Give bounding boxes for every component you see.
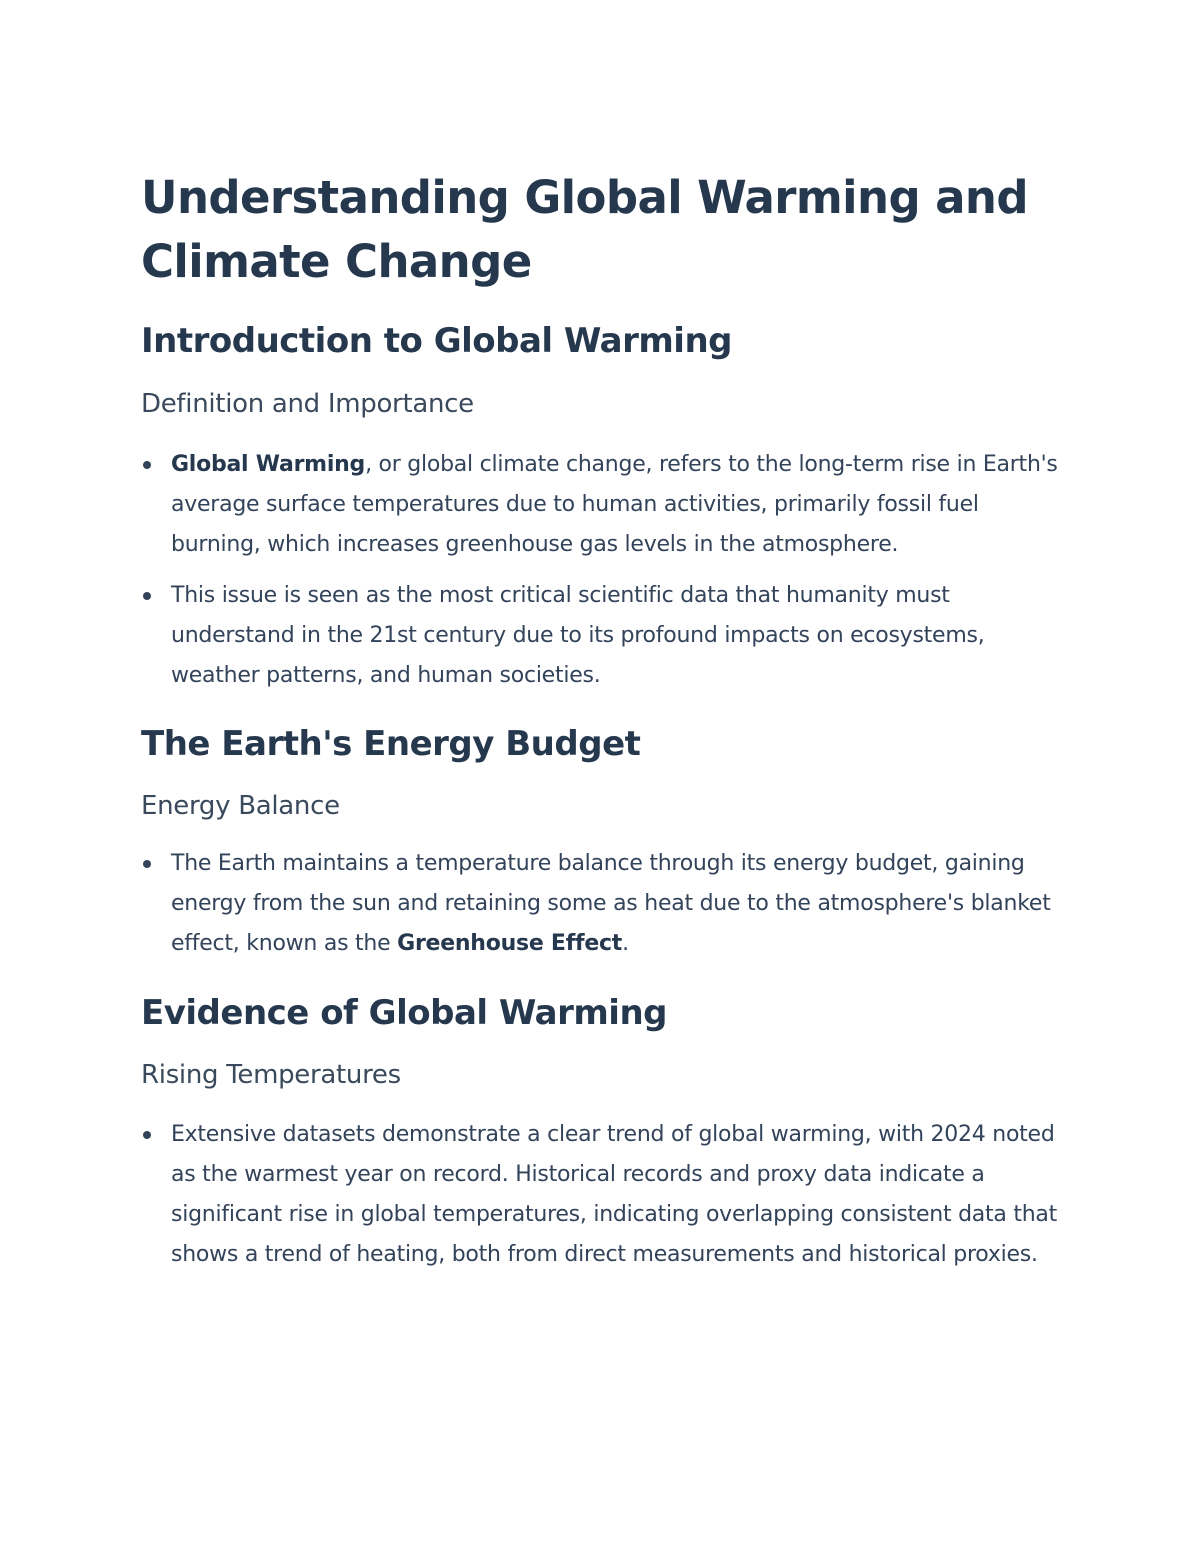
bullet-text: Extensive datasets demonstrate a clear trend of global warming, with 2024 noted as the warmest year on record. Historical records and proxy data indicate a significant rise in global temperatures, indicating overlapping consistent data that shows a trend of heating, both from direct measurements and historical proxies. [171,1122,1058,1267]
bold-term: Global Warming [171,452,366,477]
section-heading-evidence: Evidence of Global Warming [141,993,668,1033]
bullet-list-introduction [141,445,1061,696]
bullet-text: , or global climate change, refers to the long-term rise in Earth's average surface temperatures due to human activities, primarily fossil fuel burning, which increases greenhouse gas levels in the atmosphere. [171,452,1058,557]
bullet-list-energy-budget [141,844,1061,964]
subheading-energy-balance: Energy Balance [141,791,340,821]
section-heading-energy-budget: The Earth's Energy Budget [141,724,641,764]
bullet-dot-icon [143,461,151,469]
bullet-dot-icon [143,1131,151,1139]
list-item [141,844,1061,964]
list-item [141,445,1061,565]
bullet-list-evidence [141,1115,1061,1275]
document-title: Understanding Global Warming and Climate Change [141,171,1028,288]
document-page [141,166,1061,1275]
bullet-text: This issue is seen as the most critical scientific data that humanity must understand in the 21st century due to its profound impacts on ecosystems, weather patterns, and human societies. [171,583,985,688]
list-item [141,576,1061,696]
bullet-text-end: . [622,931,629,956]
subheading-rising-temperatures: Rising Temperatures [141,1060,401,1090]
bullet-text: The Earth maintains a temperature balance through its energy budget, gaining energy from the sun and retaining some as heat due to the atmosphere's blanket effect, known as the [171,851,1051,956]
section-heading-introduction: Introduction to Global Warming [141,321,733,361]
bullet-dot-icon [143,592,151,600]
bold-term: Greenhouse Effect [397,931,623,956]
list-item [141,1115,1061,1275]
subheading-definition: Definition and Importance [141,389,474,419]
bullet-dot-icon [143,860,151,868]
